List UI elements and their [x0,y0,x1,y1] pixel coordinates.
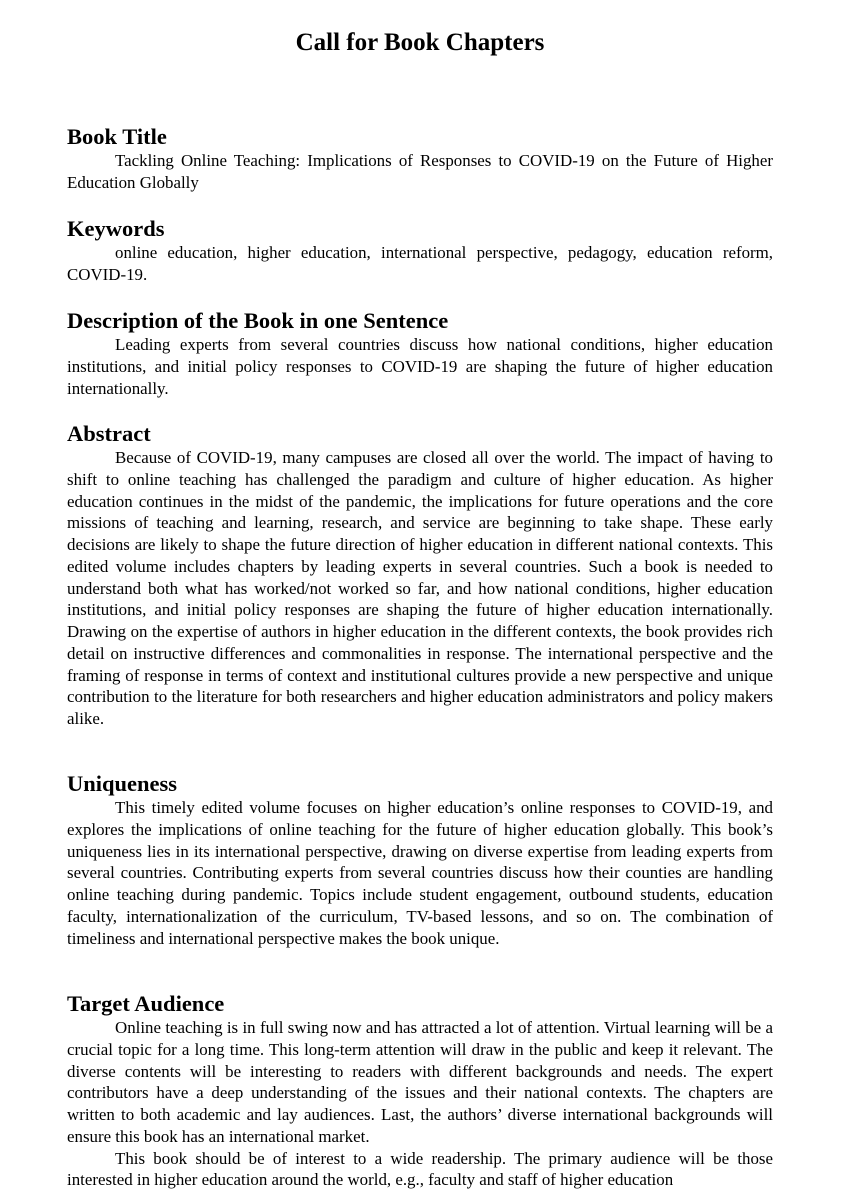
section-paragraph: This book should be of interest to a wide readership. The primary audience will be those interested in higher education around the world, e.g., faculty and staff of higher education [67,1148,773,1190]
section-target-audience [67,991,773,1191]
section-paragraph: online education, higher education, international perspective, pedagogy, education reform, COVID-19. [67,243,773,284]
section-heading: Keywords [67,216,165,241]
section-heading: Description of the Book in one Sentence [67,308,449,333]
section-description [67,308,773,399]
section-abstract [67,421,773,730]
section-book-title [67,124,773,194]
section-heading: Book Title [67,124,167,149]
section-paragraph: Tackling Online Teaching: Implications of Responses to COVID-19 on the Future of Higher Education Globally [67,151,773,192]
section-heading: Target Audience [67,991,225,1016]
section-keywords [67,216,773,286]
section-paragraph: Online teaching is in full swing now and has attracted a lot of attention. Virtual learning will be a crucial topic for a long time. This long-term attention will draw in the public and keep it relevant. The diverse contents will be interesting to readers with different backgrounds and needs. The expert contributors have a deep understanding of the issues and their national contexts. The chapters are written to both academic and lay audiences. Last, the authors’ diverse international backgrounds will ensure this book has an international market. [67,1018,773,1146]
section-uniqueness [67,771,773,949]
document-title: Call for Book Chapters [295,29,545,56]
section-paragraph: Because of COVID-19, many campuses are closed all over the world. The impact of having to shift to online teaching has challenged the paradigm and culture of higher education. As higher education continues in the midst of the pandemic, the implications for future operations and the core missions of teaching and learning, research, and service are beginning to take shape. These early decisions are likely to shape the future direction of higher education in different national contexts. This edited volume includes chapters by leading experts in several countries. Such a book is needed to understand both what has worked/not worked so far, and how national conditions, higher education institutions, and initial policy responses are shaping the future of higher education internationally. Drawing on the expertise of authors in higher education in the different contexts, the book provides rich detail on instructive differences and commonalities in response. The international perspective and the framing of response in terms of context and institutional cultures provide a new perspective and unique contribution to the literature for both researchers and higher education administrators and policy makers alike. [67,448,773,728]
section-heading: Abstract [67,421,151,446]
section-heading: Uniqueness [67,771,178,796]
section-paragraph: This timely edited volume focuses on higher education’s online responses to COVID-19, and explores the implications of online teaching for the future of higher education globally. This book’s uniqueness lies in its international perspective, drawing on diverse expertise from leading experts from several countries. Contributing experts from several countries discuss how their counties are handling online teaching during pandemic. Topics include student engagement, outbound students, education faculty, internationalization of the curriculum, TV-based lessons, and so on. The combination of timeliness and international perspective makes the book unique. [67,798,773,948]
section-paragraph: Leading experts from several countries discuss how national conditions, higher education institutions, and initial policy responses to COVID-19 are shaping the future of higher education internationally. [67,335,773,398]
